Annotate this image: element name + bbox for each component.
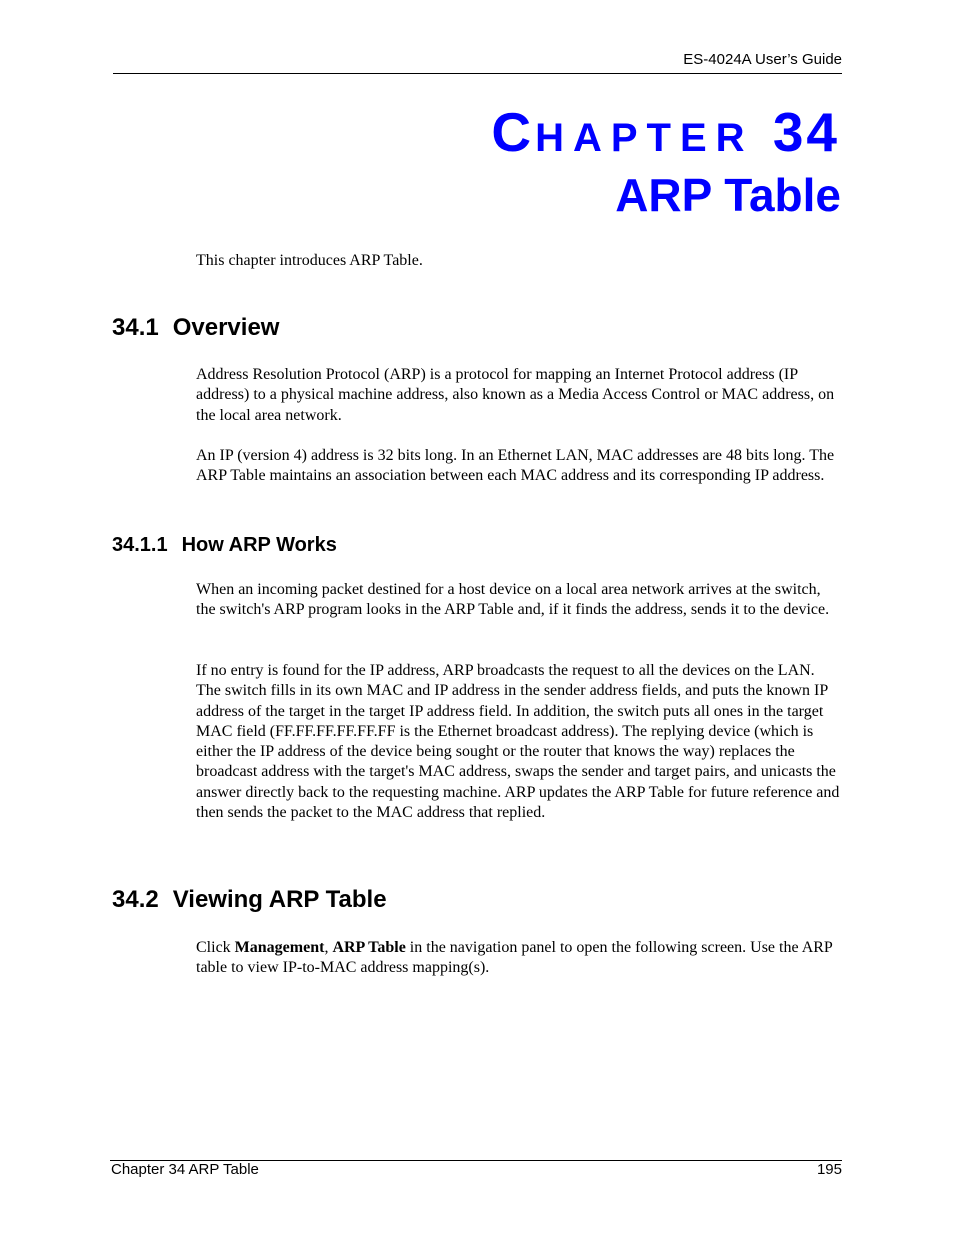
para-prefix: Click bbox=[196, 939, 235, 956]
section-heading-overview bbox=[112, 314, 279, 342]
chapter-label bbox=[491, 101, 840, 163]
overview-paragraph-1: Address Resolution Protocol (ARP) is a protocol for mapping an Internet Protocol address (IP address) to a physical machine address, also known as a Media Access Control or MAC address, on the local area network. bbox=[196, 366, 835, 424]
footer-page-number: 195 bbox=[816, 1161, 842, 1178]
chapter-label-rest: HAPTER bbox=[535, 116, 754, 160]
overview-paragraph-2: An IP (version 4) address is 32 bits long. In an Ethernet LAN, MAC addresses are 48 bits long. The ARP Table maintains an association between each MAC address and its corresponding IP address. bbox=[196, 447, 835, 485]
section-number: 34.2 bbox=[112, 886, 159, 913]
chapter-heading bbox=[491, 100, 840, 170]
viewing-arp-paragraph bbox=[196, 938, 842, 979]
chapter-number: 34 bbox=[772, 101, 840, 163]
subsection-heading-how-arp-works bbox=[112, 533, 337, 557]
subsection-number: 34.1.1 bbox=[112, 534, 168, 556]
section-heading-viewing-arp-table bbox=[112, 886, 387, 914]
management-term: Management bbox=[234, 939, 325, 956]
section-title: Viewing ARP Table bbox=[172, 886, 387, 913]
chapter-label-initial: C bbox=[491, 101, 536, 163]
how-arp-paragraph-1: When an incoming packet destined for a host device on a local area network arrives at the switch, the switch's ARP program looks in the ARP Table and, if it finds the address, sends it to the device. bbox=[196, 581, 830, 619]
page-header-title: ES-4024A User’s Guide bbox=[683, 51, 842, 68]
para-separator: , bbox=[324, 939, 333, 956]
subsection-title: How ARP Works bbox=[181, 534, 337, 556]
section-title: Overview bbox=[172, 314, 280, 341]
footer-chapter-label: Chapter 34 ARP Table bbox=[111, 1161, 259, 1178]
chapter-title: ARP Table bbox=[615, 169, 841, 221]
how-arp-paragraph-2: If no entry is found for the IP address, ARP broadcasts the request to all the devices on the LAN. The switch fills in its own MAC and IP address in the sender address fields, and puts the known IP address of the target in the target IP address field. In addition, the switch puts all ones in the target MAC field (FF.FF.FF.FF.FF.FF is the Ethernet broadcast address). The replying device (which is either the IP address of the device being sought or the router that knows the way) replaces the broadcast address with the target's MAC address, swaps the sender and target pairs, and unicasts the answer directly back to the requesting machine. ARP updates the ARP Table for future reference and then sends the packet to the MAC address that replied. bbox=[196, 662, 840, 822]
arp-table-term: ARP Table bbox=[332, 939, 406, 956]
chapter-intro: This chapter introduces ARP Table. bbox=[196, 252, 423, 269]
header-rule bbox=[113, 73, 842, 74]
section-number: 34.1 bbox=[112, 314, 159, 341]
para-suffix: in the navigation panel to open the following screen. Use the ARP table to view IP-to-MAC address mapping(s). bbox=[196, 939, 833, 977]
